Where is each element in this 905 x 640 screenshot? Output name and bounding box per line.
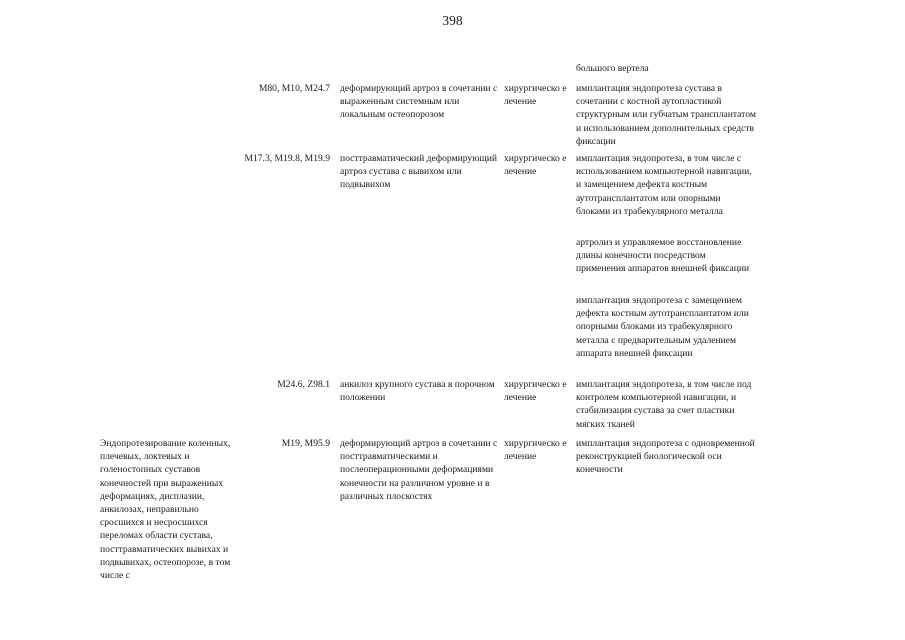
procedure-group-text: Эндопротезирование коленных, плечевых, локтевых и голеностопных суставов конечностей при выраженных деформациях, дисплазии, анкилозах, неправильно сросшихся и несросшихся переломах области сустава, посттравматических вывихах и подвывихах, остеопорозе, в том числе с	[100, 438, 231, 582]
treatment-type: хирургическо е лечение	[504, 153, 567, 178]
treatment-type: хирургическо е лечение	[504, 83, 567, 108]
method-text: имплантация эндопротеза с одновременной реконструкцией биологической оси конечности	[576, 438, 755, 476]
diagnosis-code: M80, M10, M24.7	[258, 83, 330, 94]
method-text: имплантация эндопротеза, в том числе под контролем компьютерной навигации, и стабилизация сустава за счет пластики мягких тканей	[576, 379, 752, 430]
method-text: большого вертела	[576, 63, 649, 74]
diagnosis-code: M24.6, Z98.1	[277, 379, 330, 390]
diagnosis-text: деформирующий артроз в сочетании с посттравматическими и послеоперационными деформациями конечности на различном уровне и в различных плоскостях	[340, 438, 498, 502]
treatment-type: хирургическо е лечение	[504, 379, 567, 404]
treatment-type: хирургическо е лечение	[504, 438, 567, 463]
method-text: имплантация эндопротеза, в том числе с использованием компьютерной навигации, и замещением дефекта костным аутотрансплантатом или опорными блоками из трабекулярного металла	[576, 153, 752, 217]
method-text: имплантация эндопротеза с замещением дефекта костным аутотрансплантатом или опорными блоками из трабекулярного металла с предварительным удалением аппарата внешней фиксации	[576, 295, 749, 359]
diagnosis-code: M17.3, M19.8, M19.9	[244, 153, 330, 164]
diagnosis-code: M19, M95.9	[281, 438, 330, 449]
page-number: 398	[442, 13, 463, 28]
method-text: артролиз и управляемое восстановление длины конечности посредством применения аппаратов внешней фиксации	[576, 237, 750, 275]
diagnosis-text: анкилоз крупного сустава в порочном положении	[340, 379, 495, 404]
diagnosis-text: посттравматический деформирующий артроз сустава с вывихом или подвывихом	[340, 153, 498, 191]
diagnosis-text: деформирующий артроз в сочетании с выраженным системным или локальным остеопорозом	[340, 83, 498, 121]
method-text: имплантация эндопротеза сустава в сочетании с костной аутопластикой структурным или губчатым трансплантатом и использованием дополнительных средств фиксации	[576, 83, 756, 147]
